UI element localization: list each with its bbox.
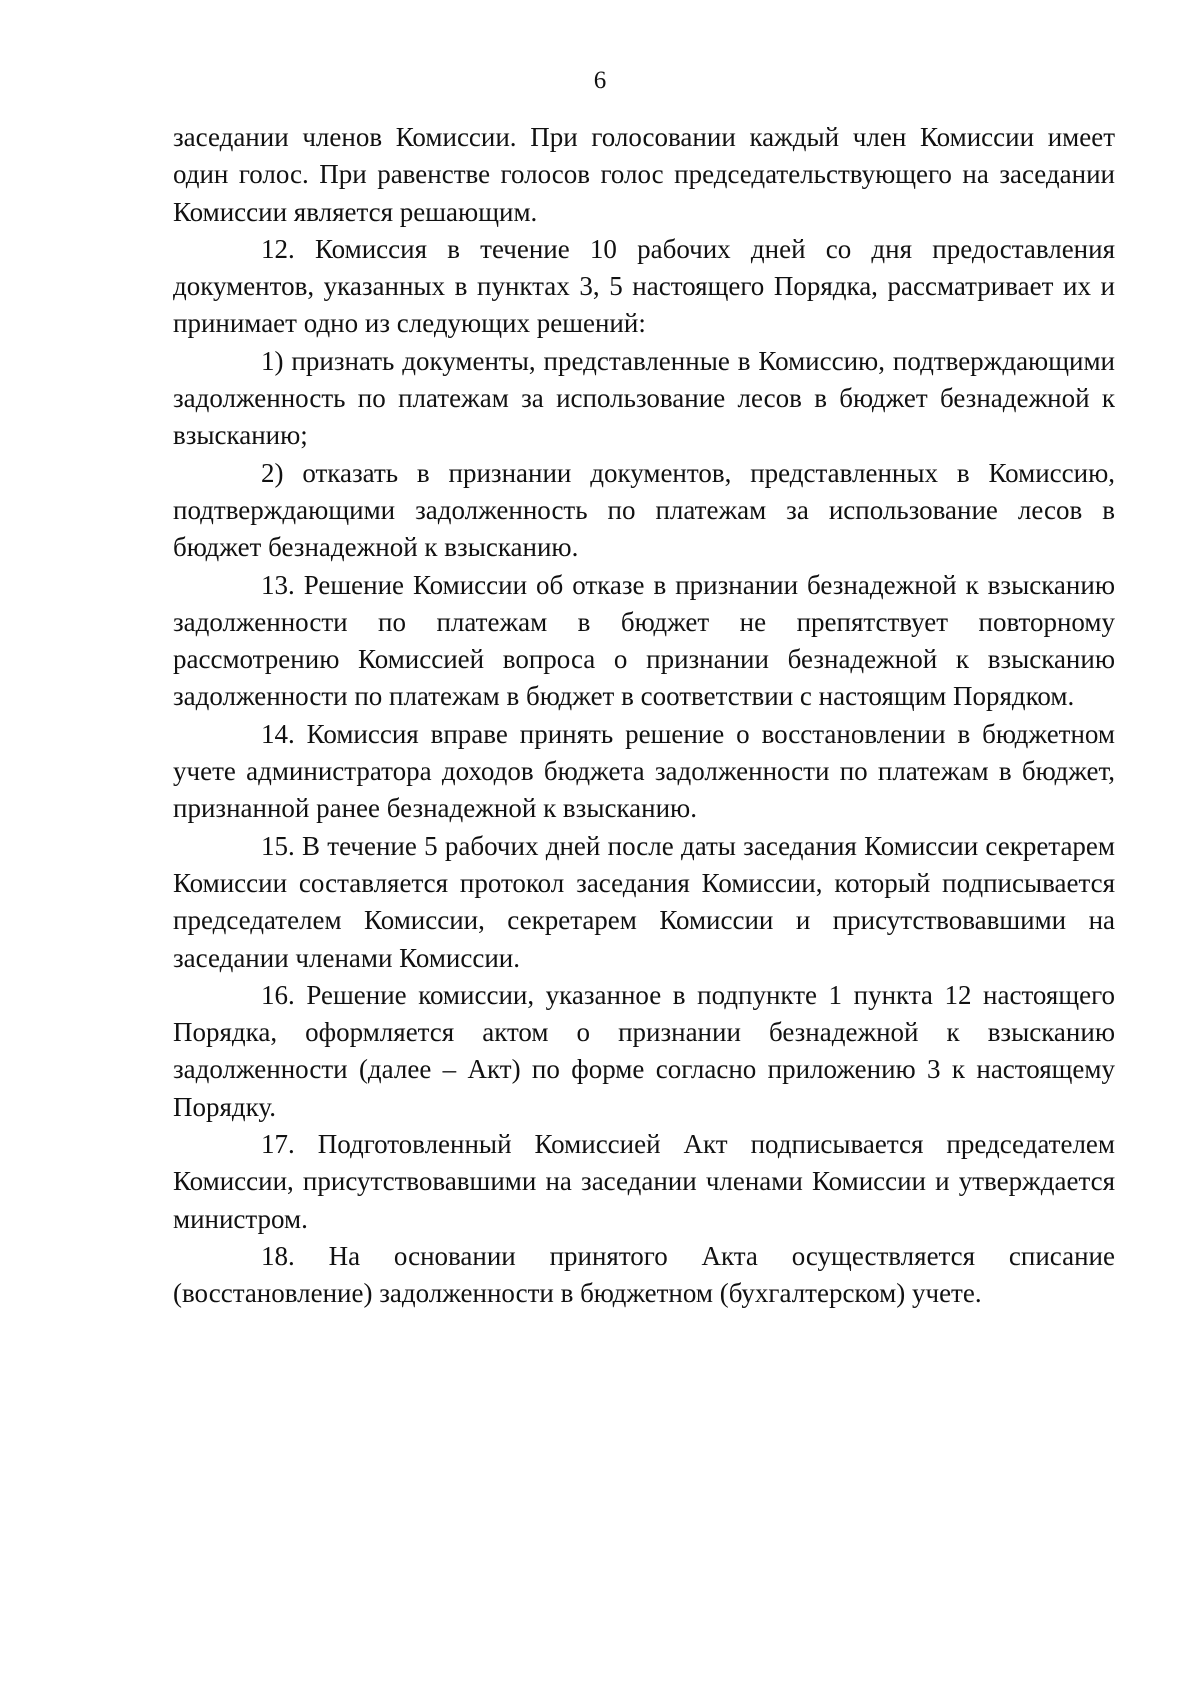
- paragraph-item-17: 17. Подготовленный Комиссией Акт подписывается председателем Комиссии, присутствовавшими на заседании членами Комиссии и утверждается министром.: [173, 1129, 1115, 1234]
- paragraph-item-18: 18. На основании принятого Акта осуществляется списание (восстановление) задолженности в бюджетном (бухгалтерском) учете.: [173, 1240, 1115, 1309]
- paragraph-subitem-1: 1) признать документы, представленные в Комиссию, подтверждающими задолженность по платежам за использование лесов в бюджет безнадежной к взысканию;: [173, 345, 1115, 451]
- paragraph-item-14: 14. Комиссия вправе принять решение о восстановлении в бюджетном учете администратора доходов бюджета задолженности по платежам в бюджет, признанной ранее безнадежной к взысканию.: [173, 718, 1115, 824]
- paragraph-continuation: заседании членов Комиссии. При голосовании каждый член Комиссии имеет один голос. При равенстве голосов голос председательствующего на заседании Комиссии является решающим.: [173, 122, 1115, 227]
- paragraph-item-15: 15. В течение 5 рабочих дней после даты заседания Комиссии секретарем Комиссии составляется протокол заседания Комиссии, который подписывается председателем Комиссии, секретарем Комиссии и присутствовавшими на заседании членами Комиссии.: [173, 830, 1115, 973]
- paragraph-item-16: 16. Решение комиссии, указанное в подпункте 1 пункта 12 настоящего Порядка, оформляется актом о признании безнадежной к взысканию задолженности (далее – Акт) по форме согласно приложению 3 к настоящему Порядку.: [173, 979, 1115, 1122]
- document-body: [173, 119, 1115, 1313]
- paragraph-item-12: 12. Комиссия в течение 10 рабочих дней со дня предоставления документов, указанных в пунктах 3, 5 настоящего Порядка, рассматривает их и принимает одно из следующих решений:: [173, 233, 1115, 339]
- paragraph-subitem-2: 2) отказать в признании документов, представленных в Комиссию, подтверждающими задолженность по платежам за использование лесов в бюджет безнадежной к взысканию.: [173, 457, 1115, 563]
- paragraph-item-13: 13. Решение Комиссии об отказе в признании безнадежной к взысканию задолженности по платежам в бюджет не препятствует повторному рассмотрению Комиссией вопроса о признании безнадежной к взысканию задолженности по платежам в бюджет в соответствии с настоящим Порядком.: [173, 569, 1115, 712]
- page-number: 6: [593, 67, 607, 94]
